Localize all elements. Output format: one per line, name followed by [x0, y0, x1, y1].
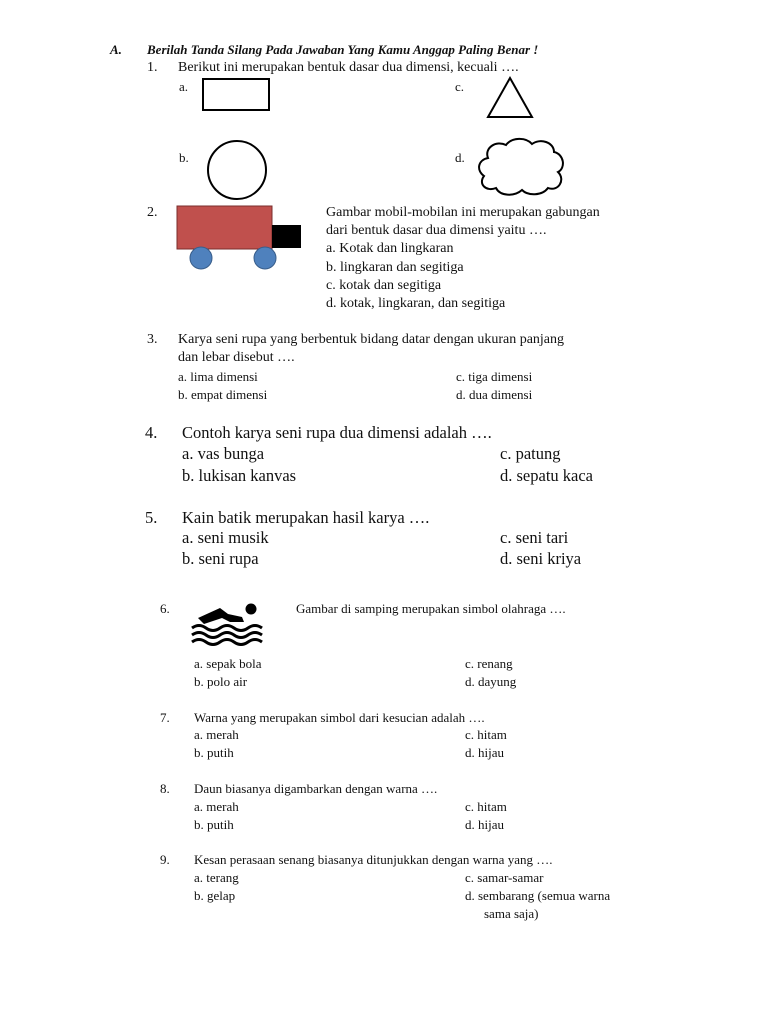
question-text: Kesan perasaan senang biasanya ditunjukkan dengan warna yang …. [194, 852, 553, 867]
car-wheel [254, 247, 276, 269]
toy-car-icon [170, 200, 310, 272]
option-c[interactable]: c. tiga dimensi [456, 369, 533, 384]
car-cab [272, 225, 301, 248]
option-b[interactable]: b. empat dimensi [178, 387, 268, 402]
option-d-continuation: sama saja) [484, 906, 539, 921]
option-c[interactable]: c. samar-samar [465, 870, 544, 885]
option-b[interactable]: b. gelap [194, 888, 236, 903]
question-number: 2. [147, 205, 158, 220]
question-text: Gambar di samping merupakan simbol olahraga …. [296, 601, 566, 616]
question-number: 8. [160, 781, 170, 796]
option-d[interactable]: d. seni kriya [500, 549, 582, 568]
section-letter: A. [110, 42, 122, 57]
option-b[interactable]: b. lukisan kanvas [182, 466, 297, 485]
option-d[interactable]: d. kotak, lingkaran, dan segitiga [326, 296, 506, 311]
option-d[interactable]: d. hijau [465, 745, 504, 760]
triangle-icon [484, 75, 536, 121]
question-text-line: Karya seni rupa yang berbentuk bidang datar dengan ukuran panjang [178, 332, 565, 347]
question-number: 5. [145, 508, 158, 527]
section-instruction: Berilah Tanda Silang Pada Jawaban Yang Kamu Anggap Paling Benar ! [147, 42, 539, 57]
option-letter: c. [455, 79, 465, 94]
option-b[interactable]: b. seni rupa [182, 549, 259, 568]
cloud-icon [474, 136, 568, 198]
question-number: 6. [160, 601, 170, 616]
option-letter: b. [179, 150, 189, 165]
option-a[interactable]: a. terang [194, 870, 239, 885]
option-a[interactable]: a. vas bunga [182, 444, 265, 463]
option-b[interactable]: b. lingkaran dan segitiga [326, 260, 464, 275]
option-letter: a. [179, 79, 189, 94]
question-text: Contoh karya seni rupa dua dimensi adalah …. [182, 423, 492, 442]
question-text: Warna yang merupakan simbol dari kesucian adalah …. [194, 710, 485, 725]
question-text: Berikut ini merupakan bentuk dasar dua dimensi, kecuali …. [178, 60, 519, 75]
option-d[interactable]: d. sembarang (semua warna [465, 888, 611, 903]
car-wheel [190, 247, 212, 269]
car-body [177, 206, 272, 249]
question-number: 7. [160, 710, 170, 725]
swimming-icon [190, 600, 270, 650]
option-a[interactable]: a. seni musik [182, 528, 269, 547]
option-letter: d. [455, 150, 465, 165]
option-a[interactable]: a. Kotak dan lingkaran [326, 241, 454, 256]
rectangle-icon [200, 76, 274, 114]
option-c[interactable]: c. kotak dan segitiga [326, 278, 442, 293]
option-d[interactable]: d. dayung [465, 674, 517, 689]
question-number: 9. [160, 852, 170, 867]
question-text: Kain batik merupakan hasil karya …. [182, 508, 430, 527]
option-c[interactable]: c. hitam [465, 799, 507, 814]
question-text-line: dari bentuk dasar dua dimensi yaitu …. [326, 223, 547, 238]
option-d[interactable]: d. hijau [465, 817, 504, 832]
question-text-line: Gambar mobil-mobilan ini merupakan gabungan [326, 205, 600, 220]
option-b[interactable]: b. putih [194, 745, 234, 760]
option-a[interactable]: a. merah [194, 727, 239, 742]
option-a[interactable]: a. sepak bola [194, 656, 262, 671]
option-a[interactable]: a. lima dimensi [178, 369, 258, 384]
question-number: 1. [147, 60, 158, 75]
option-d[interactable]: d. dua dimensi [456, 387, 533, 402]
option-b[interactable]: b. putih [194, 817, 234, 832]
question-text: Daun biasanya digambarkan dengan warna …. [194, 781, 438, 796]
option-a[interactable]: a. merah [194, 799, 239, 814]
option-c[interactable]: c. renang [465, 656, 513, 671]
option-d[interactable]: d. sepatu kaca [500, 466, 593, 485]
question-number: 3. [147, 332, 158, 347]
option-c[interactable]: c. hitam [465, 727, 507, 742]
option-c[interactable]: c. patung [500, 444, 561, 463]
question-number: 4. [145, 423, 158, 442]
circle-icon [205, 138, 269, 202]
option-b[interactable]: b. polo air [194, 674, 248, 689]
question-text-line: dan lebar disebut …. [178, 350, 295, 365]
option-c[interactable]: c. seni tari [500, 528, 569, 547]
